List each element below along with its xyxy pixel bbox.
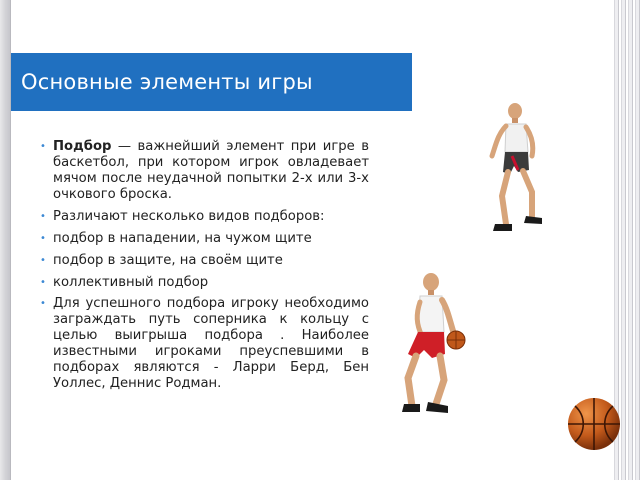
bullet-text: — важнейший элемент при игре в баскетбол, при котором игрок овладевает мячом после неудачной попытки 2-х или 3-х очкового броска. — [53, 139, 369, 202]
bullet-item-boxing-out — [38, 296, 369, 392]
bullet-text: Различают несколько видов подборов: — [53, 209, 325, 224]
bullet-item-collective — [38, 275, 369, 291]
slide-left-border — [0, 0, 11, 480]
basketball-player-dribbling-icon — [396, 270, 470, 420]
bullet-text: Для успешного подбора игроку необходимо заграждать путь соперника к кольцу с целью выигрыша подбора . Наиболее известными игроками преуспевшими в подборах являются - Ларри Берд, Бен Уоллес, Деннис Родман. — [53, 296, 369, 391]
bullet-icon: • — [40, 255, 46, 266]
bullet-item-defensive — [38, 253, 369, 269]
bullet-list — [38, 139, 369, 398]
bullet-text: коллективный подбор — [53, 275, 209, 290]
basketball-icon — [566, 396, 622, 452]
bullet-text: подбор в защите, на своём щите — [53, 253, 283, 268]
slide-title-bar — [11, 53, 412, 111]
slide-title: Основные элементы игры — [21, 70, 313, 94]
bullet-item-offensive — [38, 231, 369, 247]
bullet-icon: • — [40, 298, 46, 309]
bullet-icon: • — [40, 233, 46, 244]
bullet-icon: • — [40, 141, 46, 152]
bullet-item-types — [38, 209, 369, 225]
bullet-text: подбор в нападении, на чужом щите — [53, 231, 312, 246]
bullet-icon: • — [40, 211, 46, 222]
bullet-lead-term: Подбор — [53, 139, 112, 154]
basketball-player-standing-icon — [488, 100, 544, 235]
bullet-icon: • — [40, 277, 46, 288]
bullet-item-rebound-definition — [38, 139, 369, 203]
